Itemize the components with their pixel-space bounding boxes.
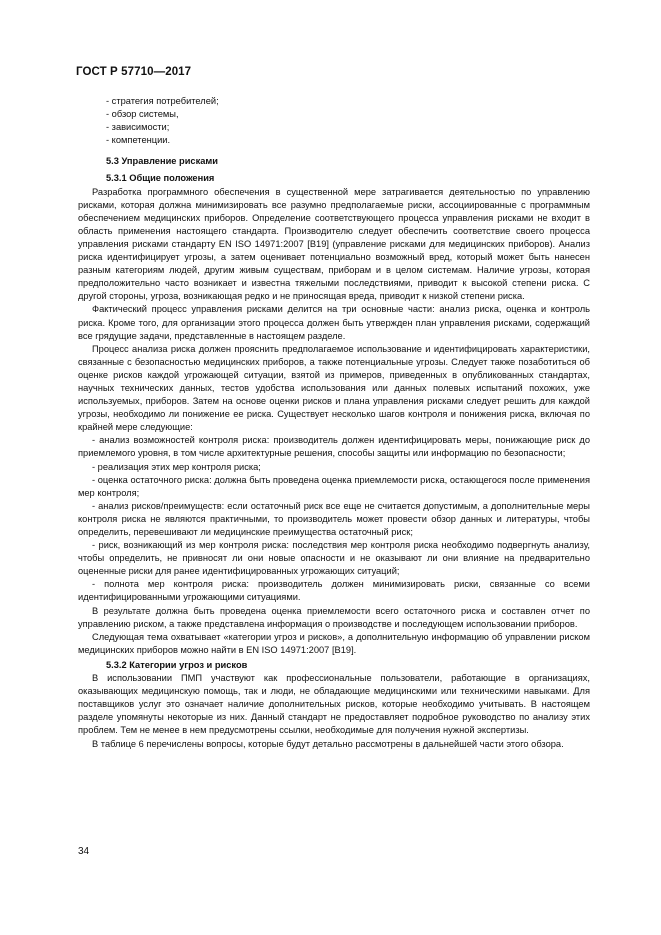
bullet-paragraph: - анализ рисков/преимуществ: если остаточный риск все еще не считается допустимым, а дополнительные меры контроля риска не являются практичными, то производитель может провести обзор данных и литературы, чтобы определить, перевешивают ли медицинские преимущества остаточный риск; xyxy=(78,500,590,537)
section-heading: 5.3 Управление рисками xyxy=(106,156,219,167)
page-content xyxy=(78,95,590,751)
subsection-heading: 5.3.1 Общие положения xyxy=(106,173,215,184)
page-number: 34 xyxy=(78,846,90,857)
paragraph: Разработка программного обеспечения в существенной мере затрагивается деятельностью по управлению рисками, которая должна минимизировать все разумно предполагаемые риски, ассоциированные с программным обеспечением медицинских приборов. Определение соответствующего процесса управления рисками не входит в область применения настоящего стандарта. Производителю следует обеспечить соответствие своего процесса управления рисками стандарту EN ISO 14971:2007 [B19] (управление рисками для медицинских приборов). Анализ риска идентифицирует угрозы, а затем оценивает потенциально возможный вред, который может быть нанесен разным категориям людей, другим живым существам, приборам и в целом системам. Наличие угрозы, которая предположительно часто возникает и известна тяжелыми последствиями, приводит к высокой степени риска. С другой стороны, угроза, возникающая редко и не приносящая вреда, приводит к низкой степени риска. xyxy=(78,186,590,302)
bullet-paragraph: - реализация этих мер контроля риска; xyxy=(92,461,261,472)
list-item: - стратегия потребителей; xyxy=(106,96,219,106)
bullet-paragraph: - риск, возникающий из мер контроля риска: последствия мер контроля риска необходимо подвергнуть анализу, чтобы определить, не привносят ли они новые опасности и не оказывают ли они влияние на предварительно оцененные риски для ранее идентифицированных угрожающих ситуаций; xyxy=(78,540,590,577)
paragraph: В использовании ПМП участвуют как профессиональные пользователи, работающие в организациях, оказывающих медицинскую помощь, так и люди, не обладающие медицинскими или техническими навыками. Для поставщиков услуг это означает наличие дополнительных рисков, которые необходимо учитывать. В настоящем разделе упомянуты некоторые из них. Данный стандарт не предоставляет подробное руководство по анализу этих проблем. Тем не менее в нем предусмотрены ссылки, необходимые для получения нужной экспертизы. xyxy=(78,673,590,736)
bullet-paragraph: - анализ возможностей контроля риска: производитель должен идентифицировать меры, понижающие риск до приемлемого уровня, в том числе архитектурные решения, способы защиты или информацию по безопасности; xyxy=(78,435,590,459)
list-item: - зависимости; xyxy=(106,122,170,133)
page-header-standard: ГОСТ Р 57710—2017 xyxy=(76,66,192,78)
list-item: - компетенции. xyxy=(106,135,171,146)
paragraph: Процесс анализа риска должен прояснить предполагаемое использование и идентифицировать характеристики, связанные с безопасностью медицинских приборов, а также потенциальные угрозы. Следует также позаботиться об оценке рисков каждой угрожающей ситуации, взятой из примеров, приведенных в опубликованных стандартах, научных технических данных, тестов удобства использования или данных полевых испытаний похожих, уже используемых, приборов. Затем на основе оценки рисков и плана управления рисками следует решить для каждой угрозы, необходимо ли понижение ее риска. Существует несколько шагов контроля и понижения риска, включая по крайней мере следующие: xyxy=(78,343,590,433)
bullet-paragraph: - полнота мер контроля риска: производитель должен минимизировать риски, связанные со всеми идентифицированными угрожающими ситуациями. xyxy=(78,579,590,603)
paragraph: В результате должна быть проведена оценка приемлемости всего остаточного риска и составлен отчет по управлению риском, а также представлена информация о производстве и последующем использовании приборов. xyxy=(78,605,590,629)
list-item: - обзор системы, xyxy=(106,109,179,120)
subsection-heading: 5.3.2 Категории угроз и рисков xyxy=(106,659,248,670)
paragraph: Фактический процесс управления рисками делится на три основные части: анализ риска, оценка и контроль риска. Кроме того, для организации этого процесса должен быть утвержден план управления рисками, содержащий все грядущие задачи, представленные в настоящем разделе. xyxy=(78,304,590,341)
bullet-paragraph: - оценка остаточного риска: должна быть проведена оценка приемлемости риска, остающегося после применения мер контроля; xyxy=(78,474,590,498)
paragraph: В таблице 6 перечислены вопросы, которые будут детально рассмотрены в дальнейшей части этого обзора. xyxy=(92,738,564,749)
paragraph: Следующая тема охватывает «категории угроз и рисков», а дополнительную информацию об управлении риском медицинских приборов можно найти в EN ISO 14971:2007 [B19]. xyxy=(78,631,590,655)
